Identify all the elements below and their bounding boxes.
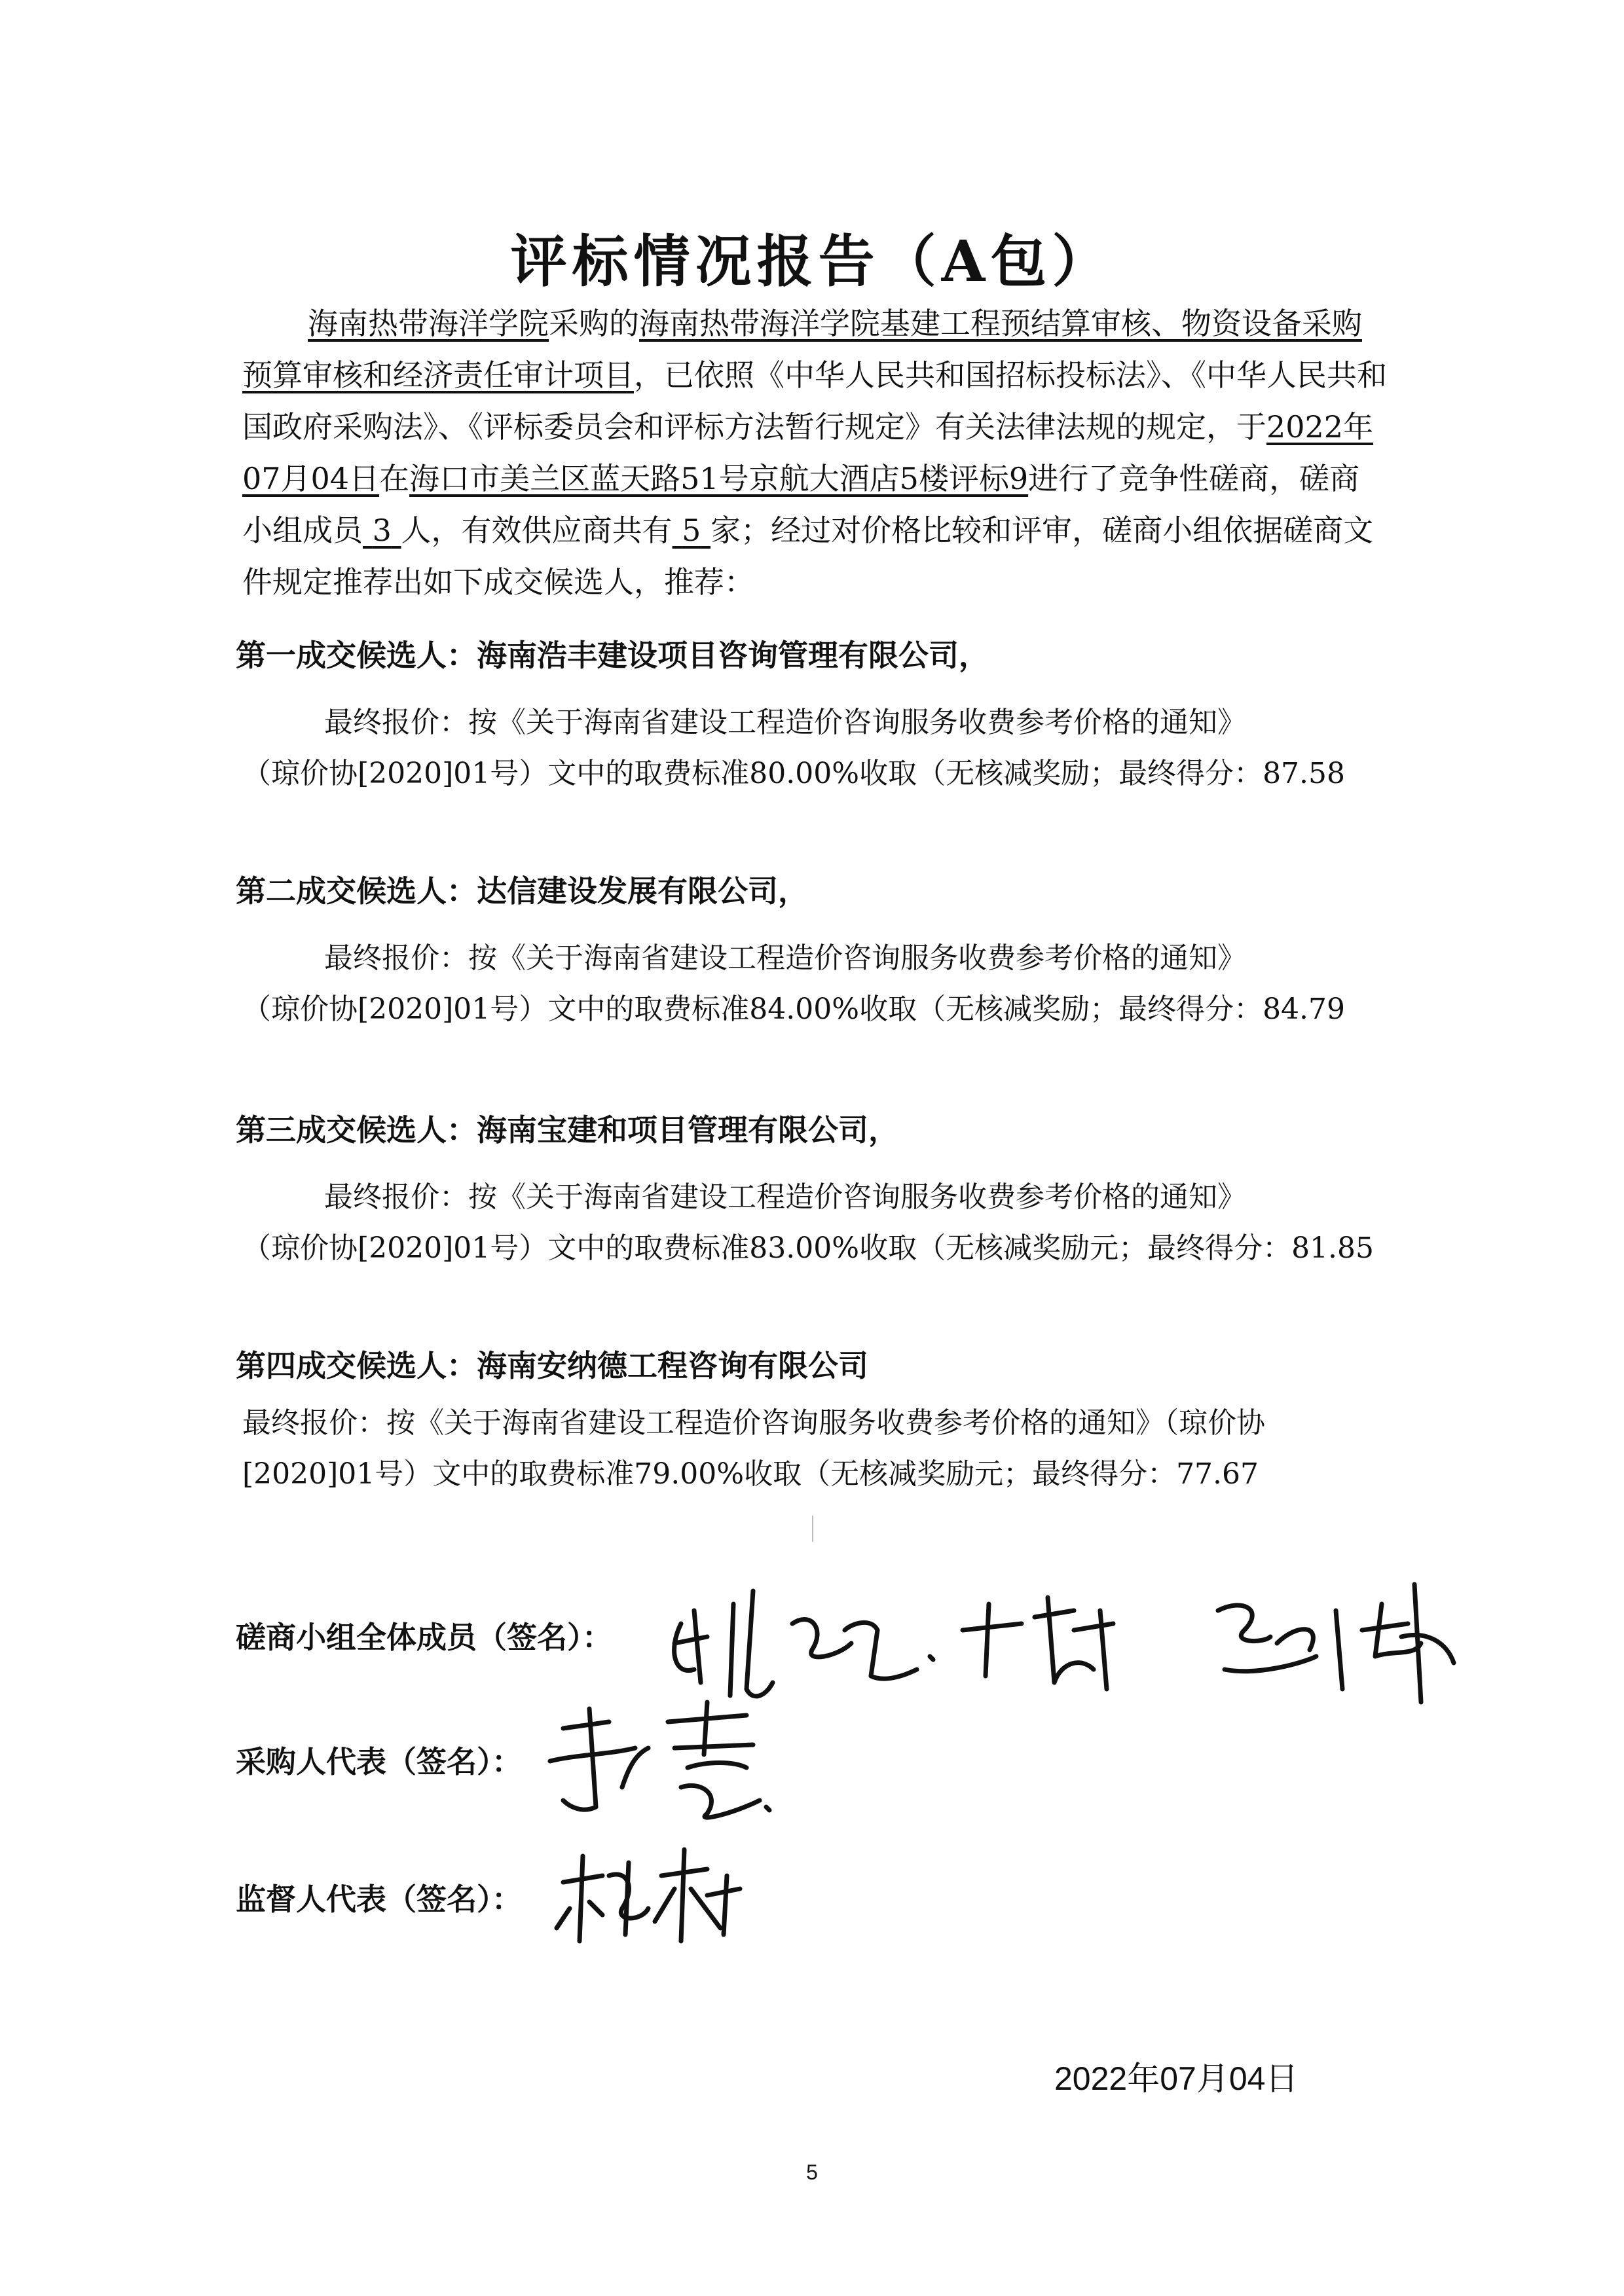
candidate-1-heading: 第一成交候选人：海南浩丰建设项目咨询管理有限公司， [236, 638, 989, 673]
review-date: 2022年07月04日 [242, 409, 1374, 496]
candidate-1-price-rest: （琼价协[2020]01号）文中的取费标准80.00%收取（无核减奖励；最终得分：87.58 [242, 757, 1346, 790]
supplier-count: 5 [682, 513, 701, 548]
candidate-2-price-rest: （琼价协[2020]01号）文中的取费标准84.00%收取（无核减奖励；最终得分：84.79 [242, 993, 1346, 1026]
candidate-1-price [242, 697, 1388, 799]
intro-text-2: ，已依照《中华人民共和国招标投标法》、《中华人民共和国政府采购法》、《评标委员会和评标方法暂行规定》有关法律法规的规定，于 [242, 357, 1387, 445]
candidate-4-price [242, 1398, 1388, 1500]
purchaser-signature-handwriting [537, 1683, 812, 1833]
supervisor-signature-label: 监督人代表（签名）： [236, 1882, 522, 1917]
intro-paragraph [242, 298, 1388, 608]
panel-signature-label: 磋商小组全体成员（签名）： [236, 1620, 612, 1655]
review-place: 海口市美兰区蓝天路51号京航大酒店5楼评标9 [409, 461, 1029, 496]
intro-text-5: 人，有效供应商共有 [401, 513, 673, 548]
candidate-2-heading: 第二成交候选人：达信建设发展有限公司， [236, 873, 808, 909]
project-name: 海南热带海洋学院基建工程预结算审核、物资设备采购预算审核和经济责任审计项目 [242, 306, 1362, 393]
candidate-3-price [242, 1172, 1388, 1274]
purchaser-signature-label: 采购人代表（签名）： [236, 1744, 522, 1779]
supervisor-signature-handwriting [544, 1836, 753, 1954]
purchaser-name: 海南热带海洋学院 [308, 306, 549, 341]
intro-text-6: 家；经过对价格比较和评审，磋商小组依据磋商文件规定推荐出如下成交候选人，推荐： [242, 513, 1374, 600]
member-count: 3 [372, 513, 392, 548]
candidate-3-heading: 第三成交候选人：海南宝建和项目管理有限公司， [236, 1112, 898, 1148]
candidate-3-price-rest: （琼价协[2020]01号）文中的取费标准83.00%收取（无核减奖励元；最终得分：81.85 [242, 1231, 1375, 1265]
page-number: 5 [806, 2160, 818, 2184]
intro-text-4: 进行了竞争性磋商，磋商小组成员 [242, 461, 1360, 548]
report-title: 评标情况报告（A包） [510, 228, 1114, 295]
intro-text-3: 在 [379, 461, 410, 496]
candidate-4-heading: 第四成交候选人：海南安纳德工程咨询有限公司 [236, 1348, 868, 1383]
candidate-3-price-lead: 最终报价：按《关于海南省建设工程造价咨询服务收费参考价格的通知》 [324, 1180, 1246, 1214]
candidate-2-price [242, 933, 1388, 1035]
sign-date: 2022年07月04日 [1054, 2060, 1299, 2097]
candidate-2-price-lead: 最终报价：按《关于海南省建设工程造价咨询服务收费参考价格的通知》 [324, 941, 1246, 975]
intro-text-1: 采购的 [549, 306, 639, 341]
candidate-4-price-rest: 最终报价：按《关于海南省建设工程造价咨询服务收费参考价格的通知》（琼价协[2020]01号）文中的取费标准79.00%收取（无核减奖励元；最终得分：77.67 [242, 1406, 1265, 1491]
scan-mark [812, 1516, 813, 1542]
candidate-1-price-lead: 最终报价：按《关于海南省建设工程造价咨询服务收费参考价格的通知》 [324, 706, 1246, 739]
